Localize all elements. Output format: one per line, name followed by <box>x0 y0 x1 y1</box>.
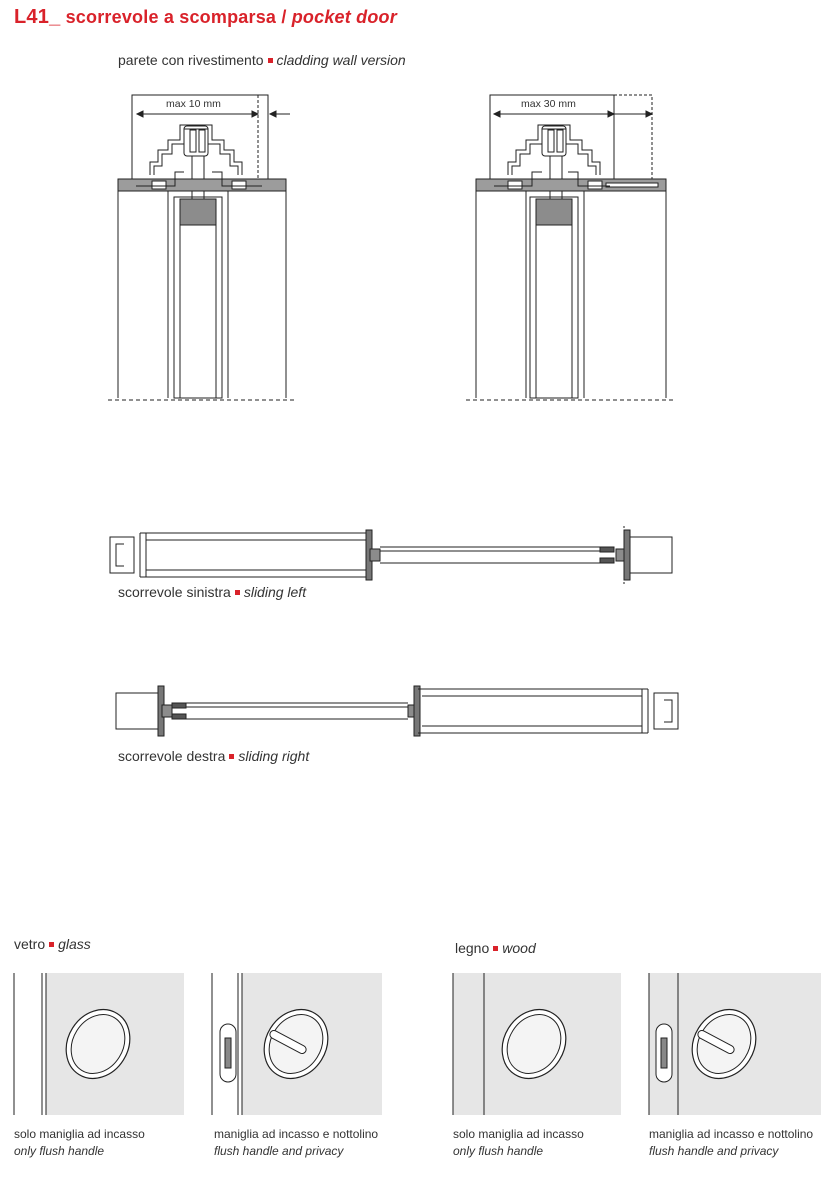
wood-heading <box>455 940 536 956</box>
plan-sliding-right <box>116 686 678 736</box>
glass-heading-en: glass <box>58 936 91 952</box>
title-italian: scorrevole a scomparsa <box>65 7 277 27</box>
wood-option2-en: flush handle and privacy <box>649 1144 779 1158</box>
glass-option1-it: solo maniglia ad incasso <box>14 1127 145 1141</box>
section-caption-it: parete con rivestimento <box>118 52 264 68</box>
pocket-end-right <box>654 693 678 729</box>
section-detail-left <box>108 95 296 400</box>
plan-left-caption-it: scorrevole sinistra <box>118 584 231 600</box>
section-caption-en: cladding wall version <box>276 52 406 68</box>
separator-mark <box>229 754 234 759</box>
separator-mark <box>235 590 240 595</box>
door-leaf-left <box>174 197 222 398</box>
product-code: L41_ <box>14 6 61 28</box>
wood-heading-it: legno <box>455 940 490 956</box>
glass-option1-en: only flush handle <box>14 1144 105 1158</box>
plan-left-caption <box>118 584 306 600</box>
plan-left-caption-en: sliding left <box>243 584 307 600</box>
glass-flush-handle-panel <box>14 973 184 1115</box>
glass-handle-privacy-panel <box>212 973 382 1115</box>
title-slash: / <box>276 7 292 27</box>
plan-sliding-left <box>110 526 672 584</box>
wood-flush-handle-panel <box>453 973 621 1115</box>
dimension-label-right: max 30 mm <box>521 98 576 110</box>
plan-right-caption <box>118 748 309 764</box>
header-band-left <box>118 179 286 191</box>
wood-handle-privacy-panel <box>649 973 821 1115</box>
jamb-left <box>116 693 158 729</box>
jamb-right <box>630 537 672 573</box>
wood-heading-en: wood <box>502 940 536 956</box>
wood-option1-it: solo maniglia ad incasso <box>453 1127 584 1141</box>
glass-option2-it: maniglia ad incasso e nottolino <box>214 1127 379 1141</box>
section-detail-right <box>466 95 676 400</box>
plan-right-caption-en: sliding right <box>238 748 310 764</box>
handle-panels <box>14 973 821 1115</box>
separator-mark <box>49 942 54 947</box>
title-english: pocket door <box>291 7 397 27</box>
wood-option1-en: only flush handle <box>453 1144 544 1158</box>
cladding-dash-right <box>614 95 652 179</box>
door-leaf-right <box>530 197 578 398</box>
glass-option2-en: flush handle and privacy <box>214 1144 344 1158</box>
pocket-end-left <box>110 537 134 573</box>
dimension-label-left: max 10 mm <box>166 98 221 110</box>
glass-heading-it: vetro <box>14 936 46 952</box>
separator-mark <box>493 946 498 951</box>
wood-option2-it: maniglia ad incasso e nottolino <box>649 1127 814 1141</box>
plan-right-caption-it: scorrevole destra <box>118 748 226 764</box>
glass-heading <box>14 936 91 952</box>
